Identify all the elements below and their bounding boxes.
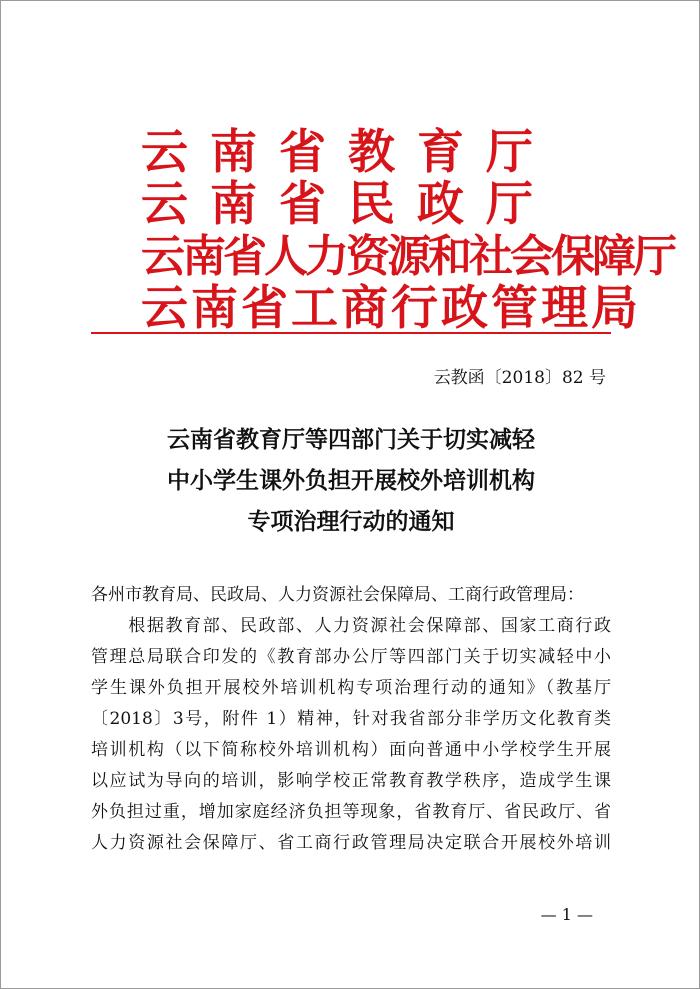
body-line: 〔2018〕3号，附件 1）精神，针对我省部分非学历文化教育类 <box>91 709 611 729</box>
page-number: — 1 — <box>540 905 593 924</box>
document-number: 云教函〔2018〕82 号 <box>433 368 606 388</box>
red-header-divider <box>91 332 611 334</box>
issuing-authorities <box>141 125 674 336</box>
addressee-line: 各州市教育局、民政局、人力资源社会保障局、工商行政管理局： <box>91 585 584 605</box>
issuer-industry-commerce-bureau: 云南省工商行政管理局 <box>141 281 641 336</box>
issuer-human-resources-department: 云南省人力资源和社会保障厅 <box>141 231 674 282</box>
title-line: 专项治理行动的通知 <box>247 508 455 535</box>
title-line: 云南省教育厅等四部门关于切实减轻 <box>167 426 535 453</box>
title-line: 中小学生课外负担开展校外培训机构 <box>167 467 535 494</box>
body-line: 学生课外负担开展校外培训机构专项治理行动的通知》（教基厅 <box>91 678 611 698</box>
document-body <box>91 580 611 859</box>
body-line: 培训机构（以下简称校外培训机构）面向普通中小学校学生开展 <box>91 740 611 760</box>
body-line: 人力资源社会保障厅、省工商行政管理局决定联合开展校外培训 <box>91 833 611 853</box>
body-line: 外负担过重，增加家庭经济负担等现象，省教育厅、省民政厅、省 <box>91 802 611 822</box>
issuer-civil-affairs-department: 云南省民政厅 <box>141 177 555 232</box>
body-line: 管理总局联合印发的《教育部办公厅等四部门关于切实减轻中小 <box>91 647 611 667</box>
document-title <box>91 419 611 542</box>
body-line: 根据教育部、民政部、人力资源社会保障部、国家工商行政 <box>91 616 611 636</box>
issuer-education-department: 云南省教育厅 <box>141 125 555 180</box>
body-line: 以应试为导向的培训，影响学校正常教育教学秩序，造成学生课 <box>91 771 611 791</box>
